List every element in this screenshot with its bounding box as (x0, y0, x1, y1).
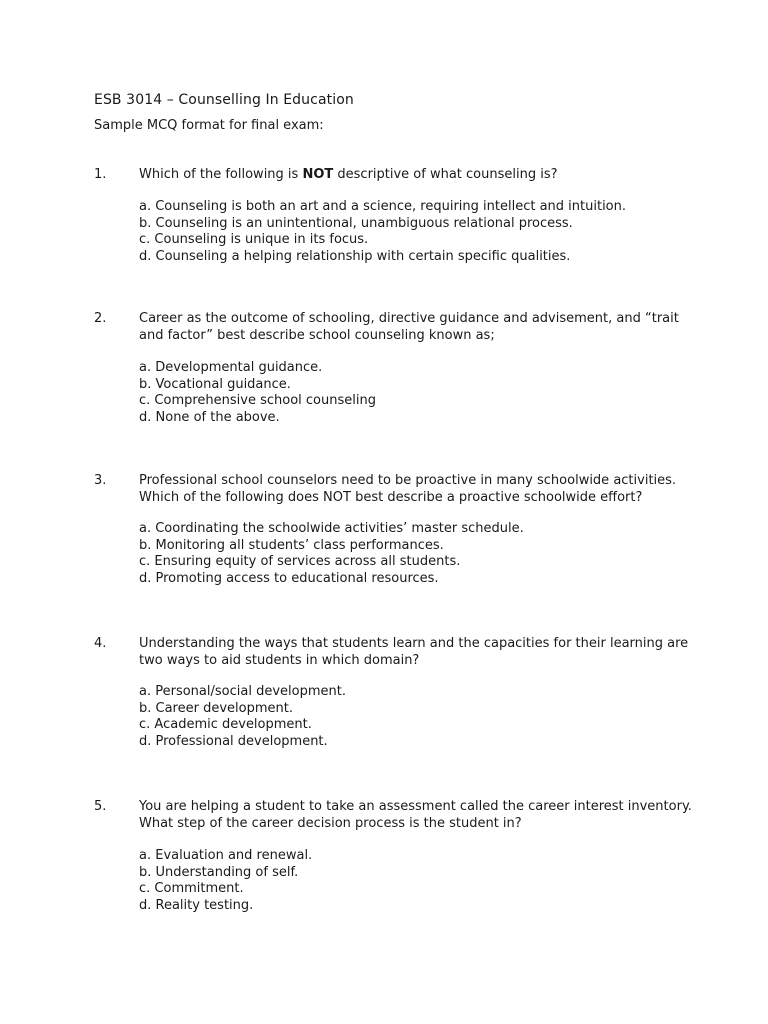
question-stem (139, 473, 699, 506)
document-subtitle: Sample MCQ format for final exam: (94, 118, 324, 133)
answer-option-d: d. Promoting access to educational resources. (139, 570, 439, 586)
answer-option-d: d. Reality testing. (139, 897, 254, 913)
answer-option-d: d. None of the above. (139, 409, 280, 425)
answer-options (139, 521, 699, 587)
answer-option-b: b. Counseling is an unintentional, unambiguous relational process. (139, 215, 573, 231)
question-number: 3. (94, 473, 107, 488)
answer-option-a: a. Coordinating the schoolwide activities’ master schedule. (139, 521, 524, 536)
question-stem-line (139, 167, 699, 184)
stem-text-before: Which of the following is (139, 167, 303, 182)
answer-option-b: b. Understanding of self. (139, 864, 299, 880)
answer-options (139, 360, 699, 426)
answer-option-c: c. Academic development. (139, 717, 312, 732)
answer-option-b: b. Career development. (139, 700, 293, 716)
answer-option-d: d. Professional development. (139, 733, 328, 749)
answer-option-d: d. Counseling a helping relationship with certain specific qualities. (139, 248, 571, 264)
question-number: 5. (94, 799, 107, 814)
question-stem-line: Which of the following does NOT best describe a proactive schoolwide effort? (139, 489, 643, 505)
answer-option-a: a. Counseling is both an art and a science, requiring intellect and intuition. (139, 199, 627, 214)
answer-options (139, 684, 699, 750)
question-stem-line: Career as the outcome of schooling, directive guidance and advisement, and “trait (139, 311, 679, 326)
question-stem-line: and factor” best describe school counseling known as; (139, 327, 495, 343)
question-stem (139, 636, 699, 669)
question-number: 2. (94, 311, 107, 326)
stem-text-after: descriptive of what counseling is? (333, 167, 558, 182)
answer-options (139, 848, 699, 914)
answer-option-c: c. Counseling is unique in its focus. (139, 232, 369, 247)
question-stem-line: You are helping a student to take an assessment called the career interest inventory. (139, 799, 692, 814)
question-stem-line: two ways to aid students in which domain? (139, 652, 420, 668)
question-number: 1. (94, 167, 107, 182)
question-stem-line: Professional school counselors need to be proactive in many schoolwide activities. (139, 473, 677, 488)
answer-option-a: a. Developmental guidance. (139, 360, 323, 375)
answer-option-c: c. Ensuring equity of services across all students. (139, 554, 461, 569)
question-stem-line: What step of the career decision process is the student in? (139, 815, 522, 831)
question-stem-line: Understanding the ways that students learn and the capacities for their learning are (139, 636, 689, 651)
question-stem (139, 799, 699, 832)
answer-option-b: b. Vocational guidance. (139, 376, 291, 392)
stem-emphasis: NOT (302, 167, 334, 182)
answer-option-c: c. Comprehensive school counseling (139, 393, 376, 408)
question-stem (139, 311, 699, 344)
answer-option-b: b. Monitoring all students’ class performances. (139, 537, 444, 553)
answer-option-c: c. Commitment. (139, 881, 244, 896)
question-stem (139, 167, 699, 184)
document-title: ESB 3014 – Counselling In Education (94, 92, 354, 108)
answer-option-a: a. Personal/social development. (139, 684, 346, 699)
answer-options (139, 199, 699, 265)
answer-option-a: a. Evaluation and renewal. (139, 848, 313, 863)
question-number: 4. (94, 636, 107, 651)
